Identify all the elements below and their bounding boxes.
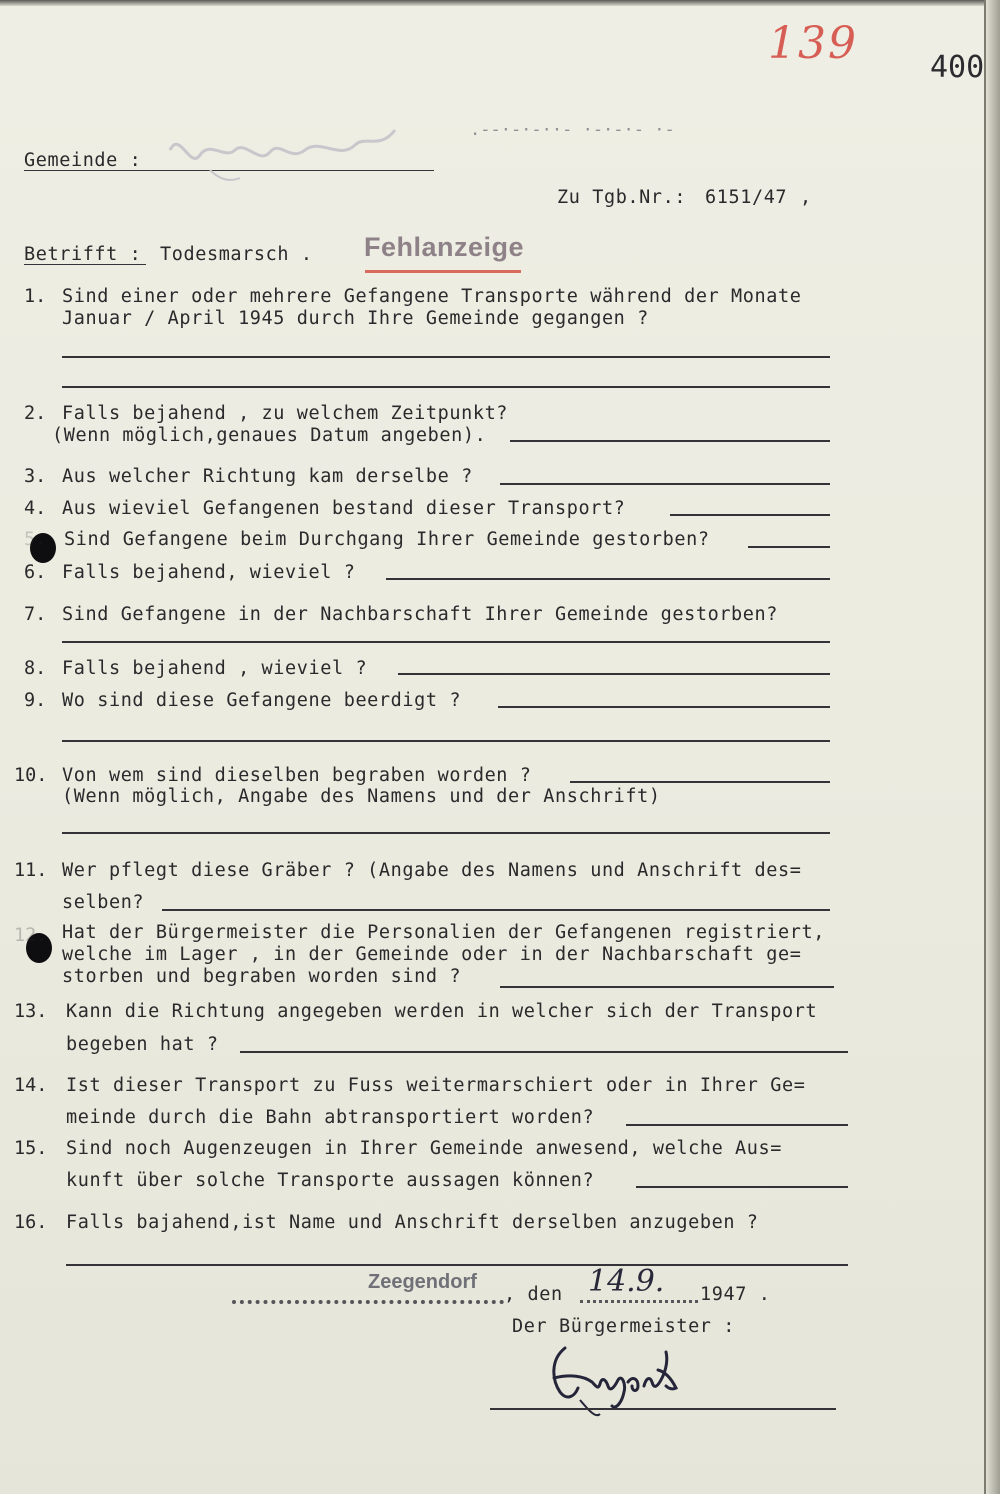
q13-answer-line [240, 1051, 848, 1053]
q13-text-line2: begeben hat ? [66, 1034, 219, 1055]
q4-number: 4. [24, 498, 47, 519]
q3-answer-line [500, 483, 830, 485]
q8-text: Falls bejahend , wieviel ? [62, 658, 368, 679]
q7-answer-line [62, 641, 830, 643]
q11-answer-line [162, 909, 830, 911]
q7-text: Sind Gefangene in der Nachbarschaft Ihrer Gemeinde gestorben? [62, 604, 779, 625]
q14-answer-line [626, 1124, 848, 1126]
q16-text: Falls bajahend,ist Name und Anschrift derselben anzugeben ? [66, 1212, 759, 1233]
date-handwritten: 14.9. [588, 1264, 665, 1299]
q15-text-line2: kunft über solche Transporte aussagen können? [66, 1170, 595, 1191]
q4-answer-line [670, 514, 830, 516]
q8-number: 8. [24, 658, 47, 679]
q1-answer-line2 [62, 386, 830, 388]
q15-text-line1: Sind noch Augenzeugen in Ihrer Gemeinde anwesend, welche Aus= [66, 1138, 783, 1159]
q1-answer-line1 [62, 356, 830, 358]
pencil-mark: .--·-·-··- ·-·-·- ·- [470, 120, 675, 140]
q16-number: 16. [14, 1212, 48, 1233]
q9-text: Wo sind diese Gefangene beerdigt ? [62, 690, 462, 711]
q12-text-line1: Hat der Bürgermeister die Personalien der Gefangenen registriert, [62, 922, 825, 943]
betrifft-subject: Todesmarsch . [160, 244, 313, 265]
q16-answer-line [66, 1264, 848, 1266]
place-stamp: Zeegendorf [368, 1271, 477, 1293]
q3-text: Aus welcher Richtung kam derselbe ? [62, 466, 473, 487]
q13-text-line1: Kann die Richtung angegeben werden in welcher sich der Transport [66, 1001, 818, 1022]
paper-edge-right [986, 0, 1000, 1494]
betrifft-label: Betrifft : [24, 244, 142, 265]
q12-text-line3: storben und begraben worden sind ? [62, 966, 462, 987]
q6-text: Falls bejahend, wieviel ? [62, 562, 356, 583]
q4-text: Aus wieviel Gefangenen bestand dieser Transport? [62, 498, 626, 519]
ref-number: 6151/47 [705, 187, 788, 208]
q5-text: Sind Gefangene beim Durchgang Ihrer Gemeinde gestorben? [64, 529, 710, 550]
place-dotted-line [232, 1300, 504, 1304]
q14-text-line2: meinde durch die Bahn abtransportiert worden? [66, 1107, 595, 1128]
gemeinde-handwriting [150, 110, 450, 190]
q5-number: 5. [24, 529, 47, 550]
q10-number: 10. [14, 765, 48, 786]
q12-number: 12. [14, 925, 48, 946]
gemeinde-label: Gemeinde : [24, 150, 142, 171]
q2-answer-line [510, 440, 830, 442]
q7-number: 7. [24, 604, 47, 625]
q9-answer-line2 [62, 740, 830, 742]
signature-line [490, 1408, 836, 1410]
q14-number: 14. [14, 1075, 48, 1096]
q2-text-line2: (Wenn möglich,genaues Datum angeben). [52, 425, 487, 446]
ref-end: , [800, 187, 812, 208]
q12-text-line2: welche im Lager , in der Gemeinde oder in der Nachbarschaft ge= [62, 944, 802, 965]
page-number: 400 [930, 50, 985, 85]
q13-number: 13. [14, 1001, 48, 1022]
q3-number: 3. [24, 466, 47, 487]
q9-answer-line1 [498, 706, 830, 708]
q1-text-line1: Sind einer oder mehrere Gefangene Transporte während der Monate [62, 286, 802, 307]
stamp-red-underline [365, 270, 521, 273]
q11-number: 11. [14, 860, 48, 881]
archive-number: 139 [768, 18, 858, 69]
betrifft-underline [24, 264, 146, 265]
date-dotted-line [580, 1300, 698, 1303]
q6-answer-line [386, 578, 830, 580]
q1-text-line2: Januar / April 1945 durch Ihre Gemeinde gegangen ? [62, 308, 649, 329]
paper-edge-top [0, 0, 1000, 6]
den-label: , den [504, 1284, 563, 1305]
q14-text-line1: Ist dieser Transport zu Fuss weitermarschiert oder in Ihrer Ge= [66, 1075, 806, 1096]
q11-text-line2: selben? [62, 892, 145, 913]
q8-answer-line [398, 673, 830, 675]
q11-text-line1: Wer pflegt diese Gräber ? (Angabe des Namens und Anschrift des= [62, 860, 802, 881]
q10-answer-line2 [62, 832, 830, 834]
q15-answer-line [636, 1186, 848, 1188]
q2-text-line1: Falls bejahend , zu welchem Zeitpunkt? [62, 403, 509, 424]
q10-answer-line1 [570, 781, 830, 783]
q9-number: 9. [24, 690, 47, 711]
q12-answer-line [500, 986, 834, 988]
ref-label: Zu Tgb.Nr.: [557, 187, 687, 208]
q10-text-line1: Von wem sind dieselben begraben worden ? [62, 765, 532, 786]
q2-number: 2. [24, 403, 47, 424]
q6-number: 6. [24, 562, 47, 583]
q15-number: 15. [14, 1138, 48, 1159]
year: 1947 . [700, 1284, 771, 1305]
q10-text-line2: (Wenn möglich, Angabe des Namens und der Anschrift) [62, 786, 661, 807]
signatory-label: Der Bürgermeister : [512, 1316, 736, 1337]
fehlanzeige-stamp: Fehlanzeige [364, 232, 525, 262]
q5-answer-line [748, 546, 830, 548]
q1-number: 1. [24, 286, 47, 307]
